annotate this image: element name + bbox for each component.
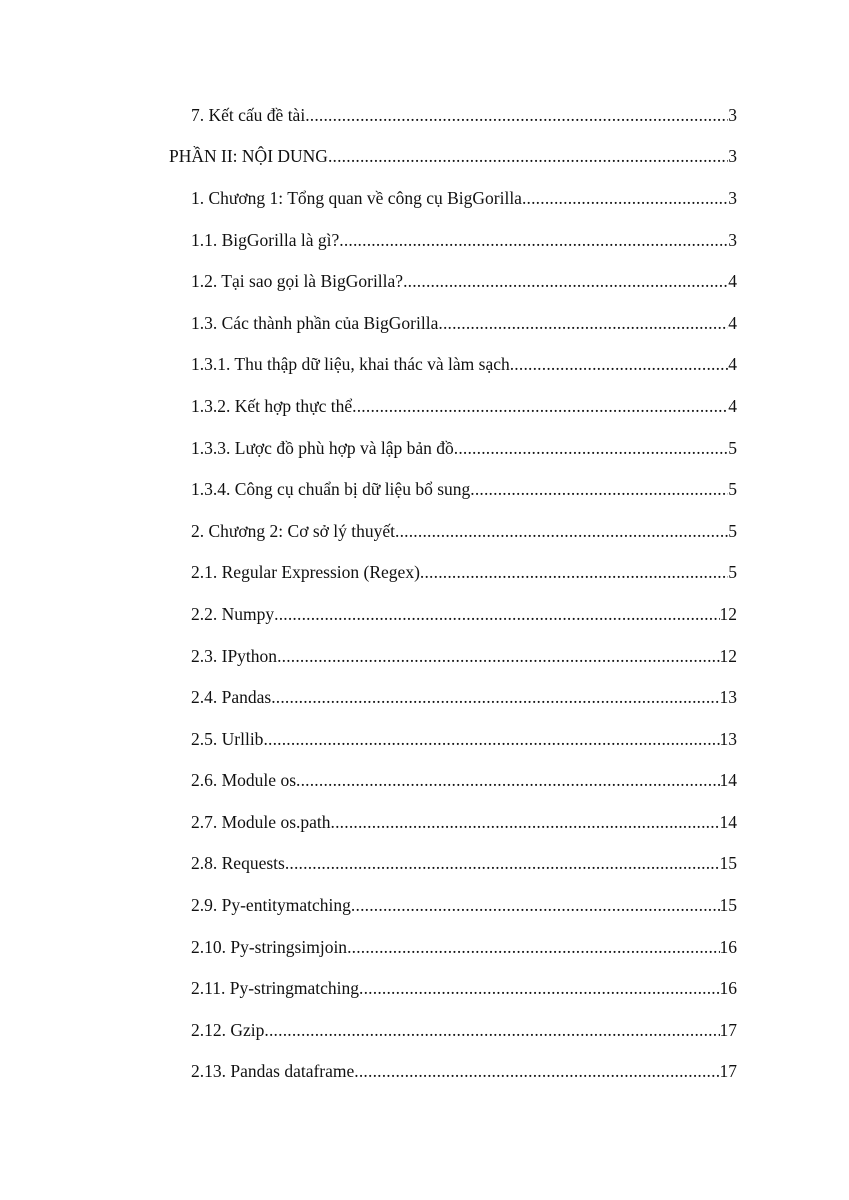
toc-entry-label: PHẦN II: NỘI DUNG — [169, 146, 328, 167]
toc-leader-dots — [438, 313, 728, 333]
toc-entry[interactable] — [0, 387, 737, 429]
toc-entry[interactable] — [0, 470, 737, 512]
toc-entry-label: 7. Kết cấu đề tài — [191, 104, 306, 125]
toc-page-number: 16 — [719, 978, 737, 999]
table-of-contents — [0, 96, 849, 1094]
toc-entry[interactable] — [0, 304, 737, 346]
toc-page-number: 3 — [728, 146, 737, 167]
toc-entry[interactable] — [0, 803, 737, 845]
toc-page-number: 12 — [719, 603, 737, 624]
toc-leader-dots — [470, 479, 728, 499]
toc-leader-dots — [277, 646, 719, 666]
toc-entry[interactable] — [0, 554, 737, 596]
toc-entry[interactable] — [0, 595, 737, 637]
toc-leader-dots — [510, 354, 729, 374]
toc-leader-dots — [271, 687, 719, 707]
toc-leader-dots — [403, 271, 728, 291]
toc-entry[interactable] — [0, 637, 737, 679]
toc-entry[interactable] — [0, 720, 737, 762]
toc-page-number: 4 — [728, 271, 737, 292]
toc-page-number: 17 — [719, 1019, 737, 1040]
toc-entry-label: 2.2. Numpy — [191, 603, 275, 624]
toc-page-number: 17 — [719, 1061, 737, 1082]
toc-leader-dots — [352, 396, 728, 416]
toc-page-number: 15 — [719, 853, 737, 874]
toc-entry-label: 2.12. Gzip — [191, 1019, 265, 1040]
toc-entry[interactable] — [0, 969, 737, 1011]
toc-leader-dots — [395, 521, 728, 541]
toc-page-number: 16 — [719, 936, 737, 957]
toc-entry[interactable] — [0, 96, 737, 138]
toc-page-number: 12 — [719, 645, 737, 666]
toc-leader-dots — [351, 895, 720, 915]
toc-entry-label: 2.10. Py-stringsimjoin — [191, 936, 348, 957]
toc-entry[interactable] — [0, 512, 737, 554]
toc-page-number: 14 — [719, 770, 737, 791]
toc-entry-label: 2.7. Module os.path — [191, 811, 331, 832]
toc-entry-label: 2.13. Pandas dataframe — [191, 1061, 355, 1082]
toc-entry-label: 1.3. Các thành phần của BigGorilla — [191, 312, 439, 333]
toc-leader-dots — [354, 1061, 719, 1081]
toc-page-number: 15 — [719, 895, 737, 916]
toc-page-number: 3 — [728, 104, 737, 125]
toc-leader-dots — [274, 604, 719, 624]
toc-entry[interactable] — [0, 346, 737, 388]
toc-page-number: 13 — [719, 728, 737, 749]
toc-entry-label: 2.5. Urllib — [191, 728, 264, 749]
toc-entry[interactable] — [0, 762, 737, 804]
toc-entry[interactable] — [0, 138, 737, 180]
toc-leader-dots — [305, 105, 728, 125]
toc-entry-label: 1.3.4. Công cụ chuẩn bị dữ liệu bổ sung — [191, 479, 471, 500]
toc-entry-label: 2.6. Module os — [191, 770, 296, 791]
toc-entry-label: 1.3.3. Lược đồ phù hợp và lập bản đồ — [191, 437, 454, 458]
toc-entry-label: 2. Chương 2: Cơ sở lý thuyết — [191, 520, 395, 541]
toc-leader-dots — [339, 230, 728, 250]
toc-leader-dots — [328, 146, 728, 166]
toc-entry[interactable] — [0, 845, 737, 887]
toc-leader-dots — [347, 937, 719, 957]
toc-entry[interactable] — [0, 221, 737, 263]
toc-entry-label: 2.9. Py-entitymatching — [191, 895, 351, 916]
toc-entry-label: 2.11. Py-stringmatching — [191, 978, 360, 999]
toc-page-number: 13 — [719, 687, 737, 708]
toc-entry[interactable] — [0, 262, 737, 304]
toc-page-number: 5 — [728, 437, 737, 458]
toc-entry-label: 1. Chương 1: Tổng quan về công cụ BigGorilla — [191, 187, 522, 208]
toc-entry[interactable] — [0, 1011, 737, 1053]
toc-entry[interactable] — [0, 928, 737, 970]
toc-leader-dots — [359, 978, 719, 998]
toc-entry-label: 1.3.1. Thu thập dữ liệu, khai thác và làm sạch — [191, 354, 510, 375]
toc-entry[interactable] — [0, 179, 737, 221]
toc-entry[interactable] — [0, 429, 737, 471]
toc-entry-label: 2.1. Regular Expression (Regex) — [191, 562, 420, 583]
toc-page-number: 4 — [728, 395, 737, 416]
toc-leader-dots — [264, 1020, 719, 1040]
toc-entry-label: 2.8. Requests — [191, 853, 285, 874]
toc-page-number: 5 — [728, 479, 737, 500]
toc-page-number: 5 — [728, 520, 737, 541]
toc-leader-dots — [522, 188, 728, 208]
toc-entry[interactable] — [0, 1053, 737, 1095]
toc-page-number: 4 — [728, 312, 737, 333]
toc-page-number: 3 — [728, 187, 737, 208]
toc-page-number: 4 — [728, 354, 737, 375]
toc-entry-label: 2.4. Pandas — [191, 687, 272, 708]
toc-entry-label: 1.1. BigGorilla là gì? — [191, 229, 340, 250]
toc-entry-label: 1.2. Tại sao gọi là BigGorilla? — [191, 271, 404, 292]
toc-page-number: 3 — [728, 229, 737, 250]
toc-entry[interactable] — [0, 678, 737, 720]
toc-leader-dots — [454, 438, 729, 458]
toc-page-number: 14 — [719, 811, 737, 832]
toc-entry-label: 2.3. IPython — [191, 645, 278, 666]
toc-leader-dots — [263, 729, 719, 749]
toc-leader-dots — [420, 562, 728, 582]
toc-page-number: 5 — [728, 562, 737, 583]
toc-entry-label: 1.3.2. Kết hợp thực thể — [191, 395, 353, 416]
toc-leader-dots — [331, 812, 720, 832]
toc-leader-dots — [296, 770, 720, 790]
toc-leader-dots — [285, 853, 720, 873]
toc-entry[interactable] — [0, 886, 737, 928]
